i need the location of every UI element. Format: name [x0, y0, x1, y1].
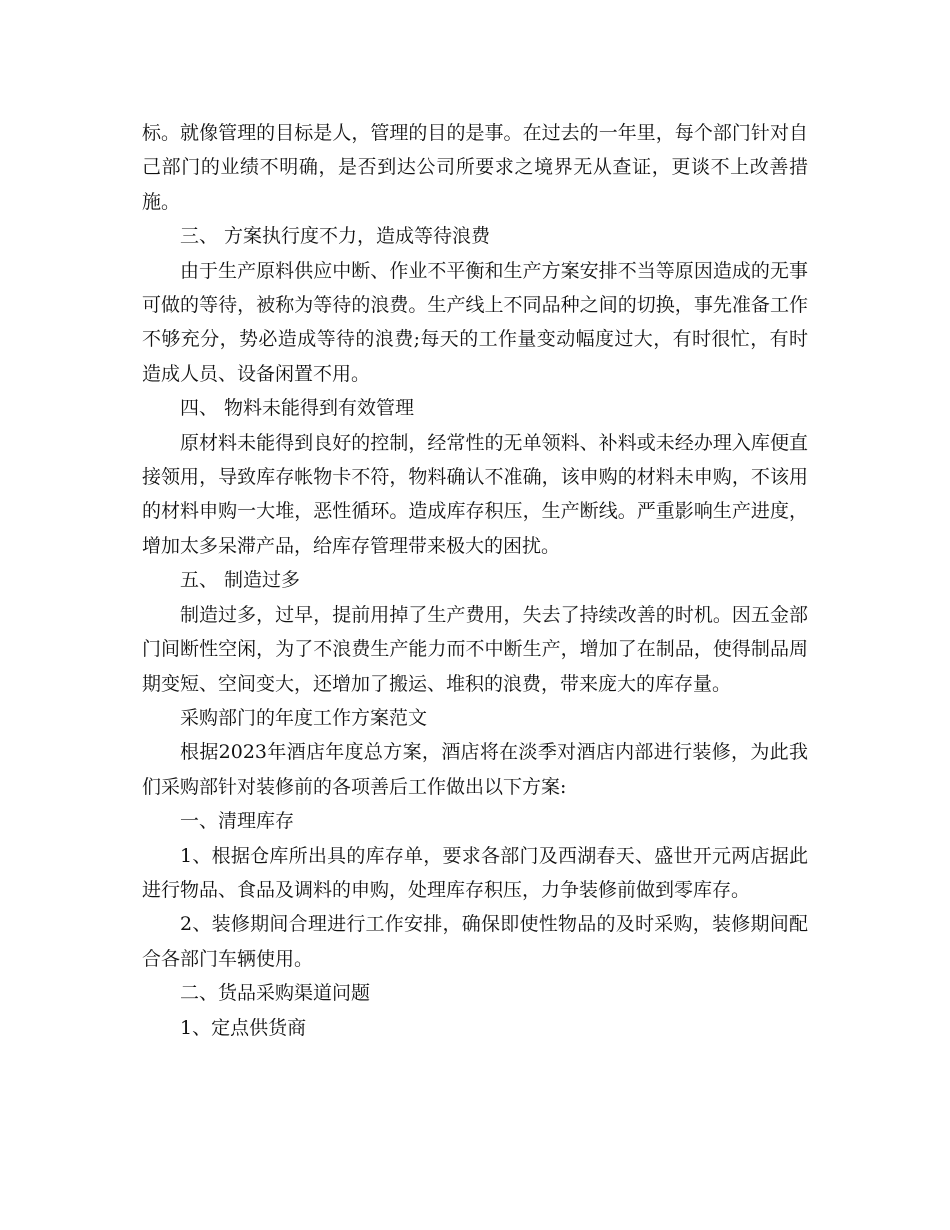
document-title: 采购部门的年度工作方案范文	[180, 706, 428, 729]
section-heading: 一、清理库存	[180, 810, 295, 833]
document-body	[142, 116, 808, 1045]
section-heading: 五、 制造过多	[180, 569, 301, 592]
section-heading: 二、货品采购渠道问题	[180, 982, 371, 1005]
paragraph: 由于生产原料供应中断、作业不平衡和生产方案安排不当等原因造成的无事可做的等待，被称为等待的浪费。生产线上不同品种之间的切换，事先准备工作不够充分，势必造成等待的浪费;每天的工作量变动幅度过大，有时很忙，有时造成人员、设备闲置不用。	[142, 259, 808, 385]
paragraph: 制造过多，过早，提前用掉了生产费用，失去了持续改善的时机。因五金部门间断性空闲，为了不浪费生产能力而不中断生产，增加了在制品，使得制品周期变短、空间变大，还增加了搬运、堆积的浪费，带来庞大的库存量。	[142, 603, 808, 695]
list-item: 1、根据仓库所出具的库存单，要求各部门及西湖春天、盛世开元两店据此进行物品、食品及调料的申购，处理库存积压，力争装修前做到零库存。	[142, 844, 808, 901]
paragraph: 原材料未能得到良好的控制，经常性的无单领料、补料或未经办理入库便直接领用，导致库存帐物卡不符，物料确认不准确，该申购的材料未申购，不该用的材料申购一大堆，恶性循环。造成库存积压，生产断线。严重影响生产进度，增加太多呆滞产品，给库存管理带来极大的困扰。	[142, 431, 808, 557]
paragraph: 标。就像管理的目标是人，管理的目的是事。在过去的一年里，每个部门针对自己部门的业绩不明确，是否到达公司所要求之境界无从查证，更谈不上改善措施。	[142, 122, 808, 213]
section-heading: 四、 物料未能得到有效管理	[180, 397, 415, 420]
list-item: 2、装修期间合理进行工作安排，确保即使性物品的及时采购，装修期间配合各部门车辆使用。	[142, 913, 808, 970]
list-item: 1、定点供货商	[180, 1016, 307, 1039]
paragraph: 根据2023年酒店年度总方案，酒店将在淡季对酒店内部进行装修，为此我们采购部针对装修前的各项善后工作做出以下方案:	[142, 741, 808, 798]
section-heading: 三、 方案执行度不力，造成等待浪费	[180, 225, 491, 248]
